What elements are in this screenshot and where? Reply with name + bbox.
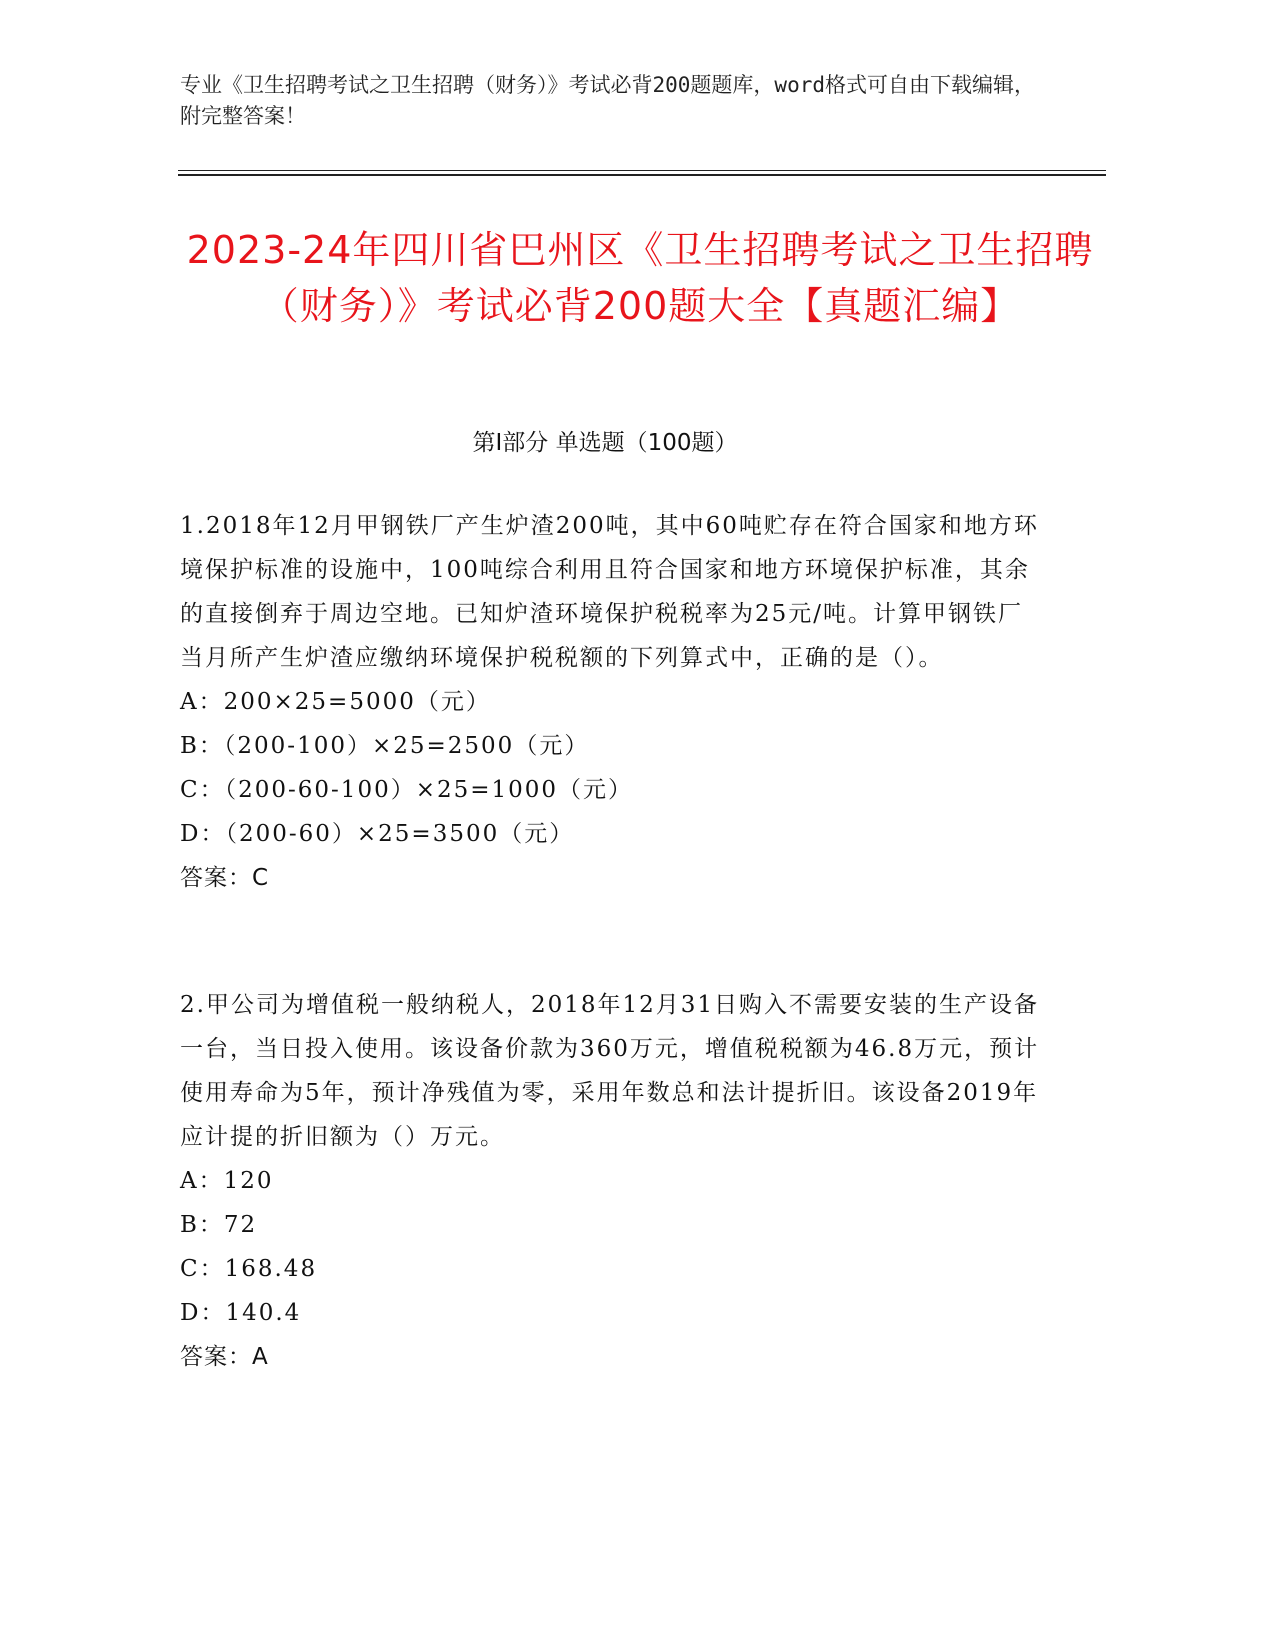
option-b: B：（200-100）×25=2500（元） xyxy=(180,733,590,759)
option-c: C：（200-60-100）×25=1000（元） xyxy=(180,777,634,803)
option-c: C：168.48 xyxy=(180,1256,318,1282)
question-stem: 1.2018年12月甲钢铁厂产生炉渣200吨，其中60吨贮存在符合国家和地方环境保护标准的设施中，100吨综合利用且符合国家和地方环境保护标准，其余的直接倒弃于周边空地。已知炉渣环境保护税税率为25元/吨。计算甲钢铁厂当月所产生炉渣应缴纳环境保护税税额的下列算式中，正确的是（）。 xyxy=(180,513,1039,671)
option-d: D：（200-60）×25=3500（元） xyxy=(180,821,575,847)
option-a: A：120 xyxy=(180,1168,274,1194)
question-stem: 2.甲公司为增值税一般纳税人，2018年12月31日购入不需要安装的生产设备一台，当日投入使用。该设备价款为360万元，增值税税额为46.8万元，预计使用寿命为5年，预计净残值为零，采用年数总和法计提折旧。该设备2019年应计提的折旧额为（）万元。 xyxy=(180,992,1040,1150)
document-title: 2023-24年四川省巴州区《卫生招聘考试之卫生招聘（财务）》考试必背200题大全【真题汇编】 xyxy=(186,228,1094,328)
question-2 xyxy=(180,983,1040,1379)
answer-line: 答案：A xyxy=(180,1344,269,1370)
header-divider-thick xyxy=(178,174,1106,176)
answer-line: 答案：C xyxy=(180,865,270,891)
option-a: A：200×25=5000（元） xyxy=(180,689,491,715)
header-divider-thin xyxy=(178,170,1106,171)
section-title: 第I部分 单选题（100题） xyxy=(472,430,738,456)
header-note: 专业《卫生招聘考试之卫生招聘（财务）》考试必背200题题库，word格式可自由下载编辑，附完整答案！ xyxy=(180,73,1035,128)
option-b: B：72 xyxy=(180,1212,258,1238)
question-1 xyxy=(180,504,1040,900)
option-d: D：140.4 xyxy=(180,1300,302,1326)
